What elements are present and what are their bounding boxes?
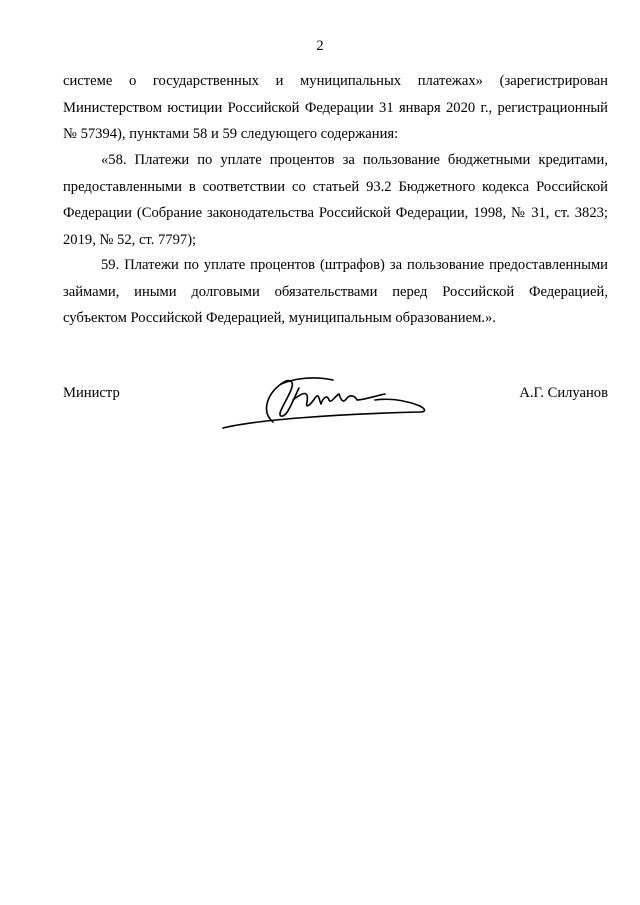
text-line: № 57394), пунктами 58 и 59 следующего содержания: (63, 126, 399, 142)
signer-name: А.Г. Силуанов (519, 385, 608, 401)
text-line: предоставленными в соответствии со статьей 93.2 Бюджетного кодекса Российской (63, 178, 608, 195)
text-line: Министерством юстиции Российской Федерации 31 января 2020 г., регистрационный (63, 99, 608, 116)
text-line: 2019, № 52, ст. 7797); (63, 231, 197, 248)
paragraph-continuation (63, 68, 608, 148)
signature-block (63, 380, 608, 460)
page-number: 2 (316, 38, 324, 54)
text-line: субъектом Российской Федерацией, муниципальным образованием.». (63, 310, 496, 326)
text-line: «58. Платежи по уплате процентов за пользование бюджетными кредитами, (101, 152, 608, 168)
signer-title: Министр (63, 385, 120, 401)
text-line: Федерации (Собрание законодательства Российской Федерации, 1998, № 31, ст. 3823; (63, 205, 608, 221)
text-line: системе о государственных и муниципальных платежах» (зарегистрирован (63, 73, 608, 89)
paragraph-item-59 (63, 252, 608, 332)
text-line: 59. Платежи по уплате процентов (штрафов) за пользование предоставленными (101, 257, 608, 273)
handwritten-signature (215, 370, 445, 450)
text-line: займами, иными долговыми обязательствами перед Российской Федерацией, (63, 283, 608, 300)
paragraph-item-58 (63, 147, 608, 253)
